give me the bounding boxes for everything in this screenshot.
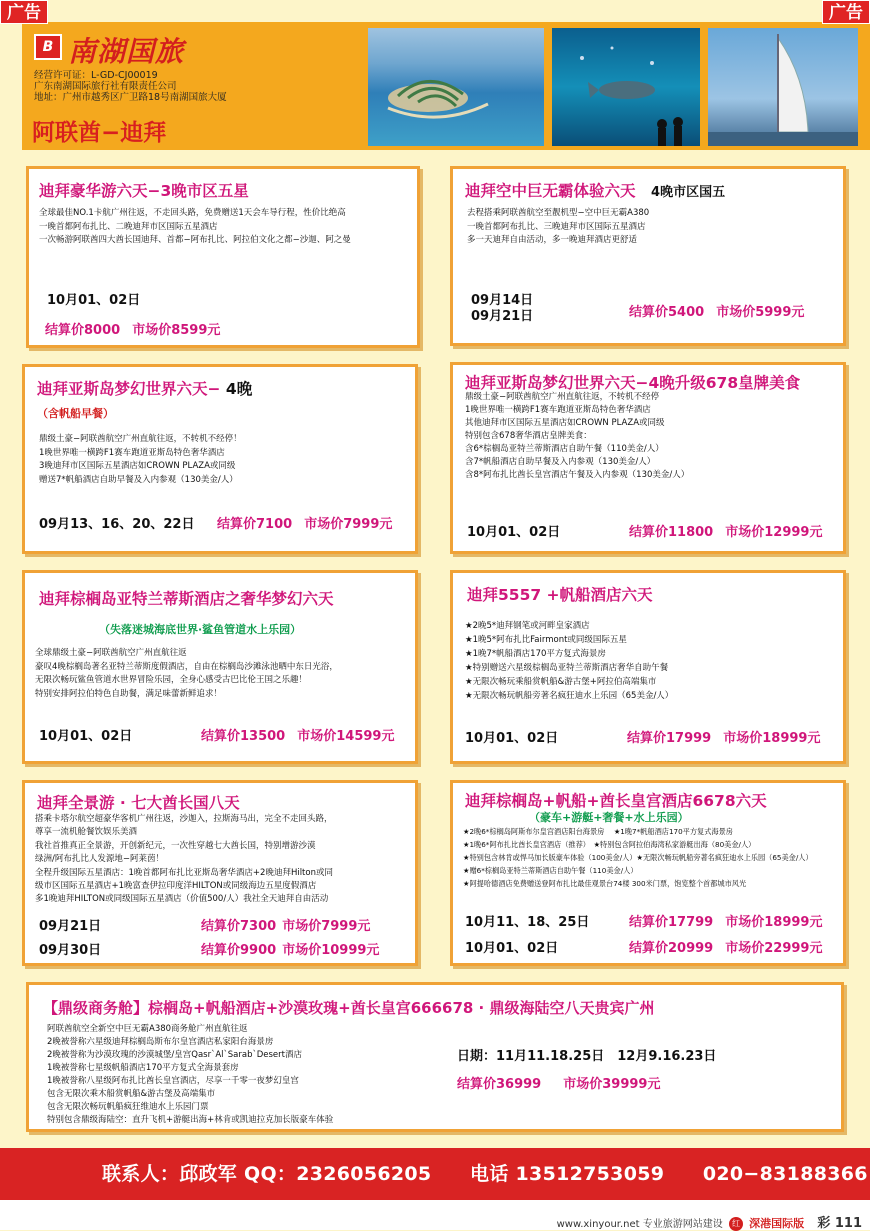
palm-island-photo	[368, 28, 544, 146]
market-price: 市场价7999元	[304, 517, 393, 532]
tour-title: 迪拜全景游 · 七大酋长国八天	[37, 794, 240, 812]
tour-card-atlantis-6d	[22, 570, 418, 764]
tour-prices	[217, 513, 404, 532]
tour-prices-2	[201, 939, 391, 958]
settlement-price: 结算价11800	[629, 525, 714, 540]
tour-description: ★2晚5*迪拜钢笔或河畔皇家酒店 ★1晚5*阿布扎比Fairmont或同级国际五星 ★1晚7*帆船酒店170平方复式海景房 ★特别赠送六星级棕榈岛亚特兰蒂斯酒店奢华自助午餐 ★无限次畅玩乘船赏帆船&游古堡+阿拉伯高端集市 ★无限次畅玩帆船旁著名疯狂迪水上乐园（65美金/人）	[465, 621, 674, 701]
tour-prices-2	[629, 937, 834, 956]
tour-dates: 09月13、16、20、22日	[39, 517, 195, 532]
tour-dates: 10月01、02日	[467, 525, 561, 540]
settlement-price: 结算价20999	[629, 941, 714, 956]
logo-mark: B	[34, 34, 62, 60]
tour-date-1: 09月21日	[39, 919, 102, 934]
tour-title: 迪拜5557 +帆船酒店六天	[467, 586, 653, 604]
tour-title: 迪拜空中巨无霸体验六天 4晚市区国五	[465, 182, 726, 200]
tour-card-panorama-8d	[22, 780, 418, 966]
tour-prices	[45, 319, 232, 338]
company-address: 地址：广州市越秀区广卫路18号南湖国旅大厦	[34, 92, 227, 103]
market-price: 市场价18999元	[725, 915, 823, 930]
tour-card-a380-6d	[450, 166, 846, 346]
ad-tag-right: 广告	[822, 0, 870, 24]
ad-tag-left: 广告	[0, 0, 48, 24]
market-price: 市场价5999元	[716, 305, 805, 320]
tour-subtitle: （豪车+游艇+奢餐+水上乐园）	[529, 811, 689, 824]
tour-title: 【鼎级商务舱】棕榈岛+帆船酒店+沙漠玫瑰+酋长皇宫666678 · 鼎级海陆空八天贵宾广州	[43, 999, 655, 1017]
settlement-price: 结算价17999	[627, 731, 712, 746]
tour-dates: 10月01、02日	[39, 729, 133, 744]
title-extra: 4晚	[225, 380, 253, 398]
tour-date-2: 09月30日	[39, 943, 102, 958]
tour-card-yas-678-6d	[450, 362, 846, 554]
logo-text: 南湖国旅	[68, 35, 185, 68]
tour-dates: 10月01、02日	[47, 293, 141, 308]
tour-title: 迪拜豪华游六天−3晚市区五星	[39, 182, 249, 200]
tour-dates: 09月14日 09月21日	[471, 293, 534, 324]
tour-card-luxury-6d	[26, 166, 420, 348]
settlement-price: 结算价7300	[201, 919, 277, 934]
tour-prices	[201, 725, 406, 744]
title-extra: 4晚市区国五	[651, 185, 726, 200]
tour-card-business-8d	[26, 982, 844, 1132]
settlement-price: 结算价5400	[629, 305, 705, 320]
contact-bar: 联系人：邱政军 QQ：2326056205 电话 13512753059 020−83188366	[0, 1148, 870, 1200]
page-footer	[0, 1200, 870, 1230]
tour-description: 全球鼎级土豪−阿联酋航空广州直航往返 豪叹4晚棕榈岛著名亚特兰蒂斯度假酒店，自由在棕榈岛沙滩泳池晒中东日光浴， 无限次畅玩鲨鱼管道水世界冒险乐园，全身心感受古巴比伦王国之乐趣！ 特别安排阿拉伯特色自助餐，满足味蕾新鲜追求！	[35, 648, 338, 699]
tour-title: 迪拜亚斯岛梦幻世界六天−4晚升级678皇牌美食	[465, 374, 801, 392]
tour-dates: 日期：11月11.18.25日 12月9.16.23日	[457, 1049, 717, 1064]
tour-prices-1	[629, 911, 834, 930]
tour-title: 迪拜棕榈岛亚特兰蒂斯酒店之奢华梦幻六天	[39, 590, 334, 608]
tour-description: 去程搭乘阿联酋航空至靓机型−空中巨无霸A380 一晚首都阿布扎比、三晚迪拜市区国际五星酒店 多一天迪拜自由活动，多一晚迪拜酒店更舒适	[467, 208, 650, 246]
tour-prices	[457, 1073, 672, 1092]
tour-description: 鼎级土豪−阿联酋航空广州直航往返，不转机不经停！ 1晚世界唯一横跨F1赛车跑道亚斯岛特色奢华酒店 3晚迪拜市区国际五星酒店如CROWN PLAZA或同级 赠送7*帆船酒店自助早餐及入内参观（130美金/人）	[39, 434, 242, 485]
tour-description: ★2晚6*棕榈岛阿斯布尔皇宫酒店阳台海景房 ★1晚7*帆船酒店170平方复式海景房 ★1晚6*阿布扎比酋长皇宫酒店（推荐） ★特别包含阿拉伯海湾私家游艇出海（80美金/人） ★特别包含林肯或悍马加长版豪车体验（100美金/人）★无限次畅玩帆船旁著名疯狂迪水上乐园（65美金/人） ★赠6*棕榈岛亚特兰蒂斯酒店自助午餐（110美金/人） ★阿提哈德酒店免费赠送登阿布扎比最佳观景台74楼 300米门票，饱览整个首都城市风光	[463, 827, 813, 888]
tour-description: 全球最佳NO.1卡航广州往返，不走回头路，免费赠送1天会车导行程，性价比绝高 一晚首都阿布扎比、二晚迪拜市区国际五星酒店 一次畅游阿联酋四大酋长国迪拜、首都−阿布扎比、阿拉伯文化之都−沙迦、阿之曼	[39, 208, 351, 246]
tour-title: 迪拜亚斯岛梦幻世界六天− 4晚	[37, 380, 253, 398]
tour-title: 迪拜棕榈岛+帆船+酋长皇宫酒店6678六天	[465, 792, 767, 810]
tour-description: 阿联酋航空全新空中巨无霸A380商务舱广州直航往返 2晚被誉称六星级迪拜棕榈岛斯布尔皇宫酒店私家阳台海景房 2晚被誉称为沙漠玫瑰的沙漠城堡/皇宫Qasr`Al`Sarab`Desert酒店 1晚被誉称七星级帆船酒店170平方复式全海景套房 1晚被誉称八星级阿布扎比酋长皇宫酒店，尽享一千零一夜梦幻皇宫 包含无限次乘木船赏帆船&游古堡及高端集市 包含无限次畅玩帆船疯狂维迪水上乐园门票 特别包含鼎级海陆空：直升飞机+游艇出海+林肯或凯迪拉克加长版豪车体验	[47, 1024, 334, 1125]
company-logo	[34, 30, 224, 66]
market-price: 市场价18999元	[723, 731, 821, 746]
tour-dates: 10月01、02日	[465, 731, 559, 746]
edition-label: 深港国际版	[749, 1217, 805, 1230]
website-text: www.xinyour.net 专业旅游网站建设	[556, 1219, 723, 1230]
market-price: 市场价12999元	[725, 525, 823, 540]
tour-card-6678-6d	[450, 780, 846, 966]
company-info	[34, 70, 227, 103]
tour-subtitle: （含帆船早餐）	[37, 407, 114, 420]
tour-date-1: 10月11、18、25日	[465, 915, 590, 930]
page-number: 彩 111	[817, 1216, 862, 1231]
tour-prices-1	[201, 915, 382, 934]
license-number: 经营许可证：L-GD-CJ00019	[34, 70, 158, 81]
tour-subtitle: （失落迷城海底世界·鲨鱼管道水上乐园）	[99, 623, 302, 636]
settlement-price: 结算价13500	[201, 729, 286, 744]
footer-line	[557, 1212, 862, 1231]
market-price: 市场价14599元	[297, 729, 395, 744]
destination-title: 阿联酋−迪拜	[32, 120, 167, 146]
market-price: 市场价8599元	[132, 323, 221, 338]
tour-date-2: 10月01、02日	[465, 941, 559, 956]
tour-description: 搭乘卡塔尔航空超豪华客机广州往返，沙迦入，拉斯海马出，完全不走回头路， 尊享一流机舱餐饮娱乐美酒 我社首推真正全景游，开创新纪元，一次性穿越七大酋长国，特别增游沙漠 绿洲/阿布扎比人发源地−阿莱茵！ 全程升级国际五星酒店：1晚首都阿布扎比亚斯岛奢华酒店+2晚迪拜Hilton或同 级市区国际五星酒店+1晚富查伊拉印度洋HILTON或同级海边五星度假酒店 多1晚迪拜HILTON或同级国际五星酒店（价值500/人）我社全天迪拜自由活动	[35, 814, 333, 905]
settlement-price: 结算价7100	[217, 517, 293, 532]
company-name: 广东南湖国际旅行社有限责任公司	[34, 81, 177, 92]
tour-prices	[627, 727, 832, 746]
tour-prices	[629, 301, 816, 320]
market-price: 市场价39999元	[563, 1077, 661, 1092]
settlement-price: 结算价8000	[45, 323, 121, 338]
tour-card-yas-island-6d	[22, 364, 418, 554]
settlement-price: 结算价9900	[201, 943, 277, 958]
header-banner	[22, 22, 870, 150]
market-price: 市场价7999元	[282, 919, 371, 934]
burj-al-arab-photo	[708, 28, 858, 146]
publisher-mark-icon: 红	[729, 1217, 743, 1231]
market-price: 市场价22999元	[725, 941, 823, 956]
aquarium-photo	[552, 28, 700, 146]
settlement-price: 结算价36999	[457, 1077, 542, 1092]
tour-description: 鼎级土豪−阿联酋航空广州直航往返，不转机不经停 1晚世界唯一横跨F1赛车跑道亚斯岛特色奢华酒店 其他迪拜市区国际五星酒店如CROWN PLAZA或同级 特别包含678奢华酒店皇牌美食： 含6*棕榈岛亚特兰蒂斯酒店自助午餐（110美金/人） 含7*帆船酒店自助早餐及入内参观（130美金/人） 含8*阿布扎比酋长皇宫酒店午餐及入内参观（130美金/人）	[465, 392, 690, 480]
tour-prices	[629, 521, 834, 540]
settlement-price: 结算价17799	[629, 915, 714, 930]
tour-card-5557-6d	[450, 570, 846, 764]
market-price: 市场价10999元	[282, 943, 380, 958]
